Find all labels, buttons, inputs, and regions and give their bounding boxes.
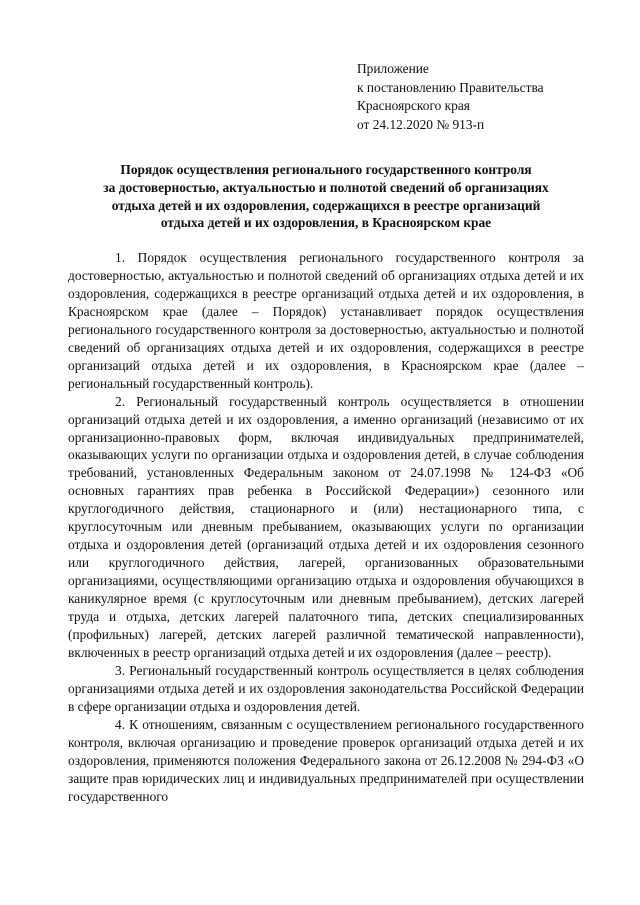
document-body: [68, 249, 584, 806]
paragraph-2: 2. Региональный государственный контроль осуществляется в отношении организаций отдыха детей и их оздоровления, а именно организаций (независимо от их организационно-правовых форм, включая индивидуальных предпринимателей, оказывающих услуги по организации отдыха и оздоровления детей, в случае соблюдения требований, установленных Федеральным законом от 24.07.1998 № 124-ФЗ «Об основных гарантиях прав ребенка в Российской Федерации») сезонного или круглогодичного действия, стационарного и (или) нестационарного типа, с круглосуточным или дневным пребыванием, оказывающих услуги по организации отдыха и оздоровления детей (организаций отдыха детей и их оздоровления сезонного или круглогодичного действия, лагерей, организованных образовательными организациями, осуществляющими организацию отдыха и оздоровления обучающихся в каникулярное время (с круглосуточным или дневным пребыванием), детских лагерей труда и отдыха, детских лагерей палаточного типа, детских специализированных (профильных) лагерей, детских лагерей различной тематической направленности), включенных в реестр организаций отдыха детей и их оздоровления (далее – реестр).: [68, 393, 584, 660]
title-line: отдыха детей и их оздоровления, содержащихся в реестре организаций: [111, 197, 541, 213]
annex-line: Приложение: [357, 61, 429, 76]
paragraph-3: 3. Региональный государственный контроль осуществляется в целях соблюдения организациями отдыха детей и их оздоровления законодательства Российской Федерации в сфере организации отдыха и оздоровления детей.: [68, 662, 584, 714]
paragraph-1: 1. Порядок осуществления регионального государственного контроля за достоверностью, актуальностью и полнотой сведений об организациях отдыха детей и их оздоровления, содержащихся в реестре организаций отдыха детей и их оздоровления, в Красноярском крае (далее – Порядок) устанавливает порядок осуществления регионального государственного контроля за достоверностью, актуальностью и полнотой сведений об организациях отдыха детей и их оздоровления, содержащихся в реестре организаций отдыха детей и их оздоровления, в Красноярском крае (далее – региональный государственный контроль).: [68, 250, 584, 391]
title-line: за достоверностью, актуальностью и полнотой сведений об организациях: [103, 179, 549, 195]
paragraph-4: 4. К отношениям, связанным с осуществлением регионального государственного контроля, включая организацию и проведение проверок организаций отдыха детей и их оздоровления, применяются положения Федерального закона от 26.12.2008 № 294-ФЗ «О защите прав юридических лиц и индивидуальных предпринимателей при осуществлении государственного: [68, 716, 584, 804]
title-line: отдыха детей и их оздоровления, в Красноярском крае: [160, 215, 492, 231]
annex-line: к постановлению Правительства: [357, 79, 544, 95]
title-line: Порядок осуществления регионального государственного контроля: [120, 162, 532, 177]
annex-header: [357, 60, 544, 134]
document-title: [62, 161, 590, 232]
annex-line: от 24.12.2020 № 913-п: [357, 116, 485, 132]
annex-line: Красноярского края: [357, 98, 470, 114]
